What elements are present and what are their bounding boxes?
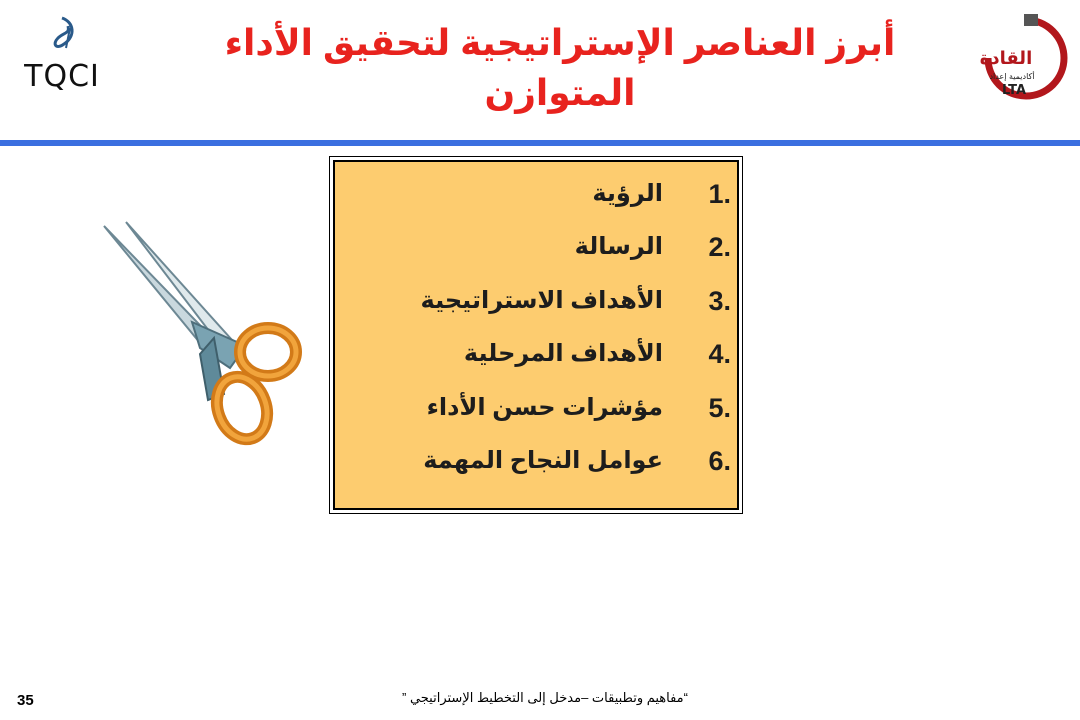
list-item	[337, 334, 737, 374]
list-item	[337, 388, 737, 428]
list-item	[337, 441, 737, 481]
list-item-number: 3.	[708, 286, 731, 316]
list-item-number: 6.	[708, 446, 731, 476]
list-item-number: 1.	[708, 179, 731, 209]
elements-list	[333, 160, 739, 510]
elements-list-box	[329, 156, 743, 514]
lta-logo-latin-text: LTA	[1001, 83, 1027, 98]
scissors-icon	[96, 218, 306, 460]
lta-logo	[978, 14, 1068, 100]
list-item-text: مؤشرات حسن الأداء	[426, 394, 663, 421]
slide-footer: “مفاهيم وتطبيقات –مدخل إلى التخطيط الإستراتيجي ”	[402, 690, 688, 705]
list-item-number: 2.	[708, 232, 731, 262]
page-number: 35	[17, 692, 34, 709]
lta-logo-sub-text: أكاديمية إعداد	[989, 72, 1035, 81]
list-item-number: 4.	[708, 339, 731, 369]
tqci-logo	[12, 14, 117, 96]
list-item	[337, 281, 737, 321]
tqci-logo-text: TQCI	[24, 59, 100, 94]
slide-title	[180, 18, 940, 118]
slide-title-line1: أبرز العناصر الإستراتيجية لتحقيق الأداء	[224, 22, 896, 63]
list-item-number: 5.	[708, 393, 731, 423]
slide-title-line2: المتوازن	[484, 72, 636, 113]
list-item-text: عوامل النجاح المهمة	[423, 447, 663, 474]
list-item-text: الرسالة	[574, 233, 663, 260]
list-item-text: الأهداف الاستراتيجية	[420, 287, 663, 314]
lta-logo-main-text: القادة	[979, 48, 1033, 69]
list-item	[337, 227, 737, 267]
list-item-text: الرؤية	[592, 180, 663, 207]
title-divider	[0, 140, 1080, 146]
list-item-text: الأهداف المرحلية	[463, 340, 663, 367]
list-item	[337, 174, 737, 214]
